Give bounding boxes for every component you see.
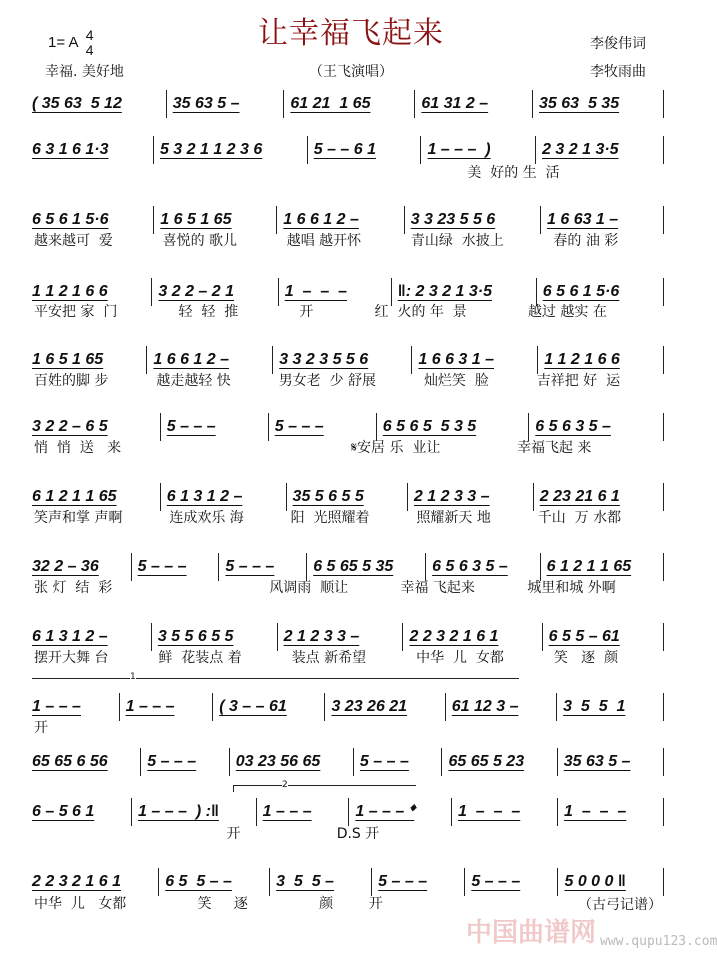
measure: 2 23 21 6 1 [534,483,664,511]
measure: ( 35 63 5 12 [30,90,167,118]
lyric-segment: 装点 新希望 [291,650,367,666]
measure: 61 12 3 – [446,693,557,721]
lyric-segment: 红 火的 年 景 [374,304,467,320]
score-line [30,413,664,441]
lyric-segment: 美 好的 生 活 [467,165,560,181]
lyric-segment: 男女老 少 舒展 [278,373,377,389]
measure: 65 65 6 56 [30,748,141,776]
lyric-segment [126,826,222,843]
lyrics-line [30,650,664,667]
measure: 6 5 6 3 5 – [529,413,664,441]
measure: 6 1 2 1 1 65 [30,483,161,511]
measure: 1 6 6 1 2 – [277,206,404,234]
measure: ( 3 – – 61 [213,693,325,721]
measure: 1 6 6 1 2 – [147,346,273,374]
measure: 2 1 2 3 3 – [278,623,404,651]
measure: 3 5 5 6 5 5 [152,623,278,651]
measure: 3 2 2 – 2 1 [152,278,278,306]
measure: 1 6 5 1 65 [154,206,277,234]
time-sig-top: 4 [85,27,94,43]
lyric-segment: 笑 逐 [197,896,248,912]
lyrics-line [30,826,664,843]
lyric-segment: 幸福飞起 来 [516,440,592,456]
score-line [30,278,664,306]
measure: 1 – – – 𝄌 [349,798,452,826]
measure: 35 63 5 35 [533,90,664,118]
lyric-segment: D.S 开 [336,826,380,842]
measure: 1 – – – [257,798,350,826]
measure: 1 – – – ) :‖ [132,798,257,826]
score-line [30,798,664,826]
measure: ‖: 2 3 2 1 3·5 [392,278,537,306]
measure: 61 21 1 65 [284,90,415,118]
measure: 6 5 5 – – [159,868,270,896]
measure: 35 63 5 – [167,90,285,118]
lyric-segment: 吉祥把 好 运 [536,373,621,389]
measure: 3 2 2 – 6 5 [30,413,161,441]
lyric-segment: 𝄋安居 乐 业让 [350,440,441,456]
lyric-segment: 开 [226,826,241,842]
lyrics-line [30,580,664,597]
lyrics-line [30,373,664,390]
measure: 2 2 3 2 1 6 1 [403,623,542,651]
score-line [30,346,664,374]
measure: 61 31 2 – [415,90,533,118]
lyric-segment: 笑声和掌 声啊 [34,510,123,526]
lyric-segment: 张 灯 结 彩 [34,580,113,596]
measure: 5 – – – [269,413,377,441]
singer: （王飞演唱） [309,64,393,80]
lyric-segment [147,720,250,737]
measure: 5 – – – [161,413,269,441]
lyric-segment: 千山 万 水都 [537,510,622,526]
measure: 2 1 2 3 3 – [408,483,534,511]
measure: 5 3 2 1 1 2 3 6 [154,136,308,164]
time-sig-bottom: 4 [85,42,94,58]
watermark-logo: 中国曲谱网 [466,918,597,948]
measure: 32 2 – 36 [30,553,132,581]
measure: 6 5 65 5 35 [307,553,426,581]
measure: 2 3 2 1 3·5 [536,136,664,164]
lyric-segment [568,826,664,843]
lyrics-line [30,510,664,527]
measure: 1 – – – ) [421,136,536,164]
lyric-segment: 开 [34,720,48,736]
measure: 1 – – – [452,798,558,826]
measure: 5 – – – [354,748,443,776]
measure: 3 3 23 5 5 6 [405,206,541,234]
lyric-segment: 幸福 飞起来 [400,580,475,596]
lyric-segment [213,580,265,597]
lyric-segment: 颜 开 [319,896,383,912]
measure: 1 6 6 3 1 – [412,346,538,374]
lyrics-line [30,896,664,913]
measure: 1 1 2 1 6 6 [538,346,664,374]
measure: 6 5 6 1 5·6 [537,278,664,306]
lyric-segment: 中华 儿 女都 [34,896,127,912]
measure: 3 5 5 1 [557,693,664,721]
lyrics-line [30,304,664,321]
lyric-segment: 越来越可 爱 [34,233,113,249]
lyric-segment: 青山绿 水披上 [410,233,504,249]
lyrics-line [30,440,664,457]
lyric-segment [355,165,463,182]
measure: 35 63 5 – [558,748,664,776]
volta-1-bracket [32,672,519,682]
measure: 1 6 5 1 65 [30,346,147,374]
volta-2-bracket [233,780,416,792]
measure: 35 5 6 5 5 [287,483,408,511]
lyric-segment: 摆开大舞 台 [34,650,109,666]
lyric-segment [270,440,347,457]
lyric-segment: 喜悦的 歌儿 [162,233,238,249]
measure: 03 23 56 65 [230,748,354,776]
score-line [30,693,664,721]
lyric-segment: 平安把 家 门 [34,304,118,320]
measure: 5 – – 6 1 [308,136,422,164]
score-line [30,483,664,511]
lyric-segment [472,826,568,843]
score-line [30,206,664,234]
song-title: 让幸福飞起来 [258,16,444,51]
lyric-segment [194,440,271,457]
lyric-segment: 照耀新天 地 [416,510,491,526]
measure: 1 – – – [279,278,392,306]
measure: 6 – 5 6 1 [30,798,132,826]
key-label: 1= A [48,33,78,51]
score-line [30,748,664,776]
watermark-url: www.qupu123.com [600,934,717,949]
lyrics-line [30,233,664,250]
score-line [30,90,664,118]
lyric-segment [30,165,138,182]
score-line [30,868,664,896]
lyric-segment: 悄 悄 送 来 [34,440,122,456]
lyric-segment: 中华 儿 女都 [416,650,504,666]
lyricist: 李俊伟词 [590,36,646,52]
measure: 6 5 6 3 5 – [426,553,540,581]
lyric-segment [247,165,355,182]
lyric-segment: 鲜 花装点 着 [158,650,242,666]
measure: 5 – – – [372,868,465,896]
measure: 6 5 5 – 61 [543,623,664,651]
measure: 1 6 63 1 – [541,206,664,234]
lyric-segment: 越过 越实 在 [527,304,607,320]
lyric-segment: 越唱 越开怀 [286,233,362,249]
lyrics-line [30,165,664,182]
tempo-marking: 幸福. 美好地 [45,64,124,80]
measure: 6 3 1 6 1·3 [30,136,154,164]
measure: 5 – – – [141,748,230,776]
measure: 2 2 3 2 1 6 1 [30,868,159,896]
lyric-segment [138,165,246,182]
composer: 李牧雨曲 [590,64,646,80]
lyric-segment [161,580,213,597]
lyric-segment: 百姓的脚 步 [34,373,109,389]
measure: 3 5 5 – [270,868,372,896]
lyric-segment: 轻 轻 推 [178,304,239,320]
measure: 6 1 3 1 2 – [30,623,152,651]
measure: 3 3 2 3 5 5 6 [273,346,412,374]
measure: 5 – – – [132,553,220,581]
lyric-segment: 春的 油 彩 [553,233,619,249]
lyric-segment: 城里和城 外啊 [527,580,616,596]
volta-2-label: 2 [282,780,288,790]
measure: 6 5 6 1 5·6 [30,206,154,234]
measure: 6 5 6 5 5 3 5 [377,413,530,441]
measure: 65 65 5 23 [442,748,557,776]
volta-1-label: 1 [130,672,136,682]
measure: 5 – – – [465,868,558,896]
measure: 5 0 0 0 ‖ [558,868,664,896]
lyric-segment: 阳 光照耀着 [290,510,370,526]
measure: 1 1 2 1 6 6 [30,278,152,306]
score-line [30,553,664,581]
score-line [30,623,664,651]
measure: 3 23 26 21 [325,693,445,721]
lyric-segment: 越走越轻 快 [156,373,231,389]
key-signature [48,28,94,58]
lyric-segment [561,720,664,737]
measure: 5 – – – [219,553,307,581]
lyric-segment: 开 [299,304,314,320]
lyric-segment: 连成欢乐 海 [169,510,244,526]
lyric-segment [251,720,354,737]
lyric-segment: 风调雨 顺让 [269,580,349,596]
measure: 6 1 3 1 2 – [161,483,287,511]
measure: 6 1 2 1 1 65 [541,553,664,581]
measure: 1 – – – [120,693,214,721]
lyric-segment [450,896,521,913]
transcriber: （古弓记谱） [578,897,662,913]
measure: 1 – – – [558,798,664,826]
lyrics-line [30,720,664,737]
lyric-segment [30,826,126,843]
lyric-segment: 灿烂笑 脸 [423,373,489,389]
lyric-segment [354,720,457,737]
score-line [30,136,664,164]
lyric-segment [457,720,560,737]
lyric-segment: 笑 逐 颜 [553,650,619,666]
time-signature [86,28,94,58]
measure: 1 – – – [30,693,120,721]
